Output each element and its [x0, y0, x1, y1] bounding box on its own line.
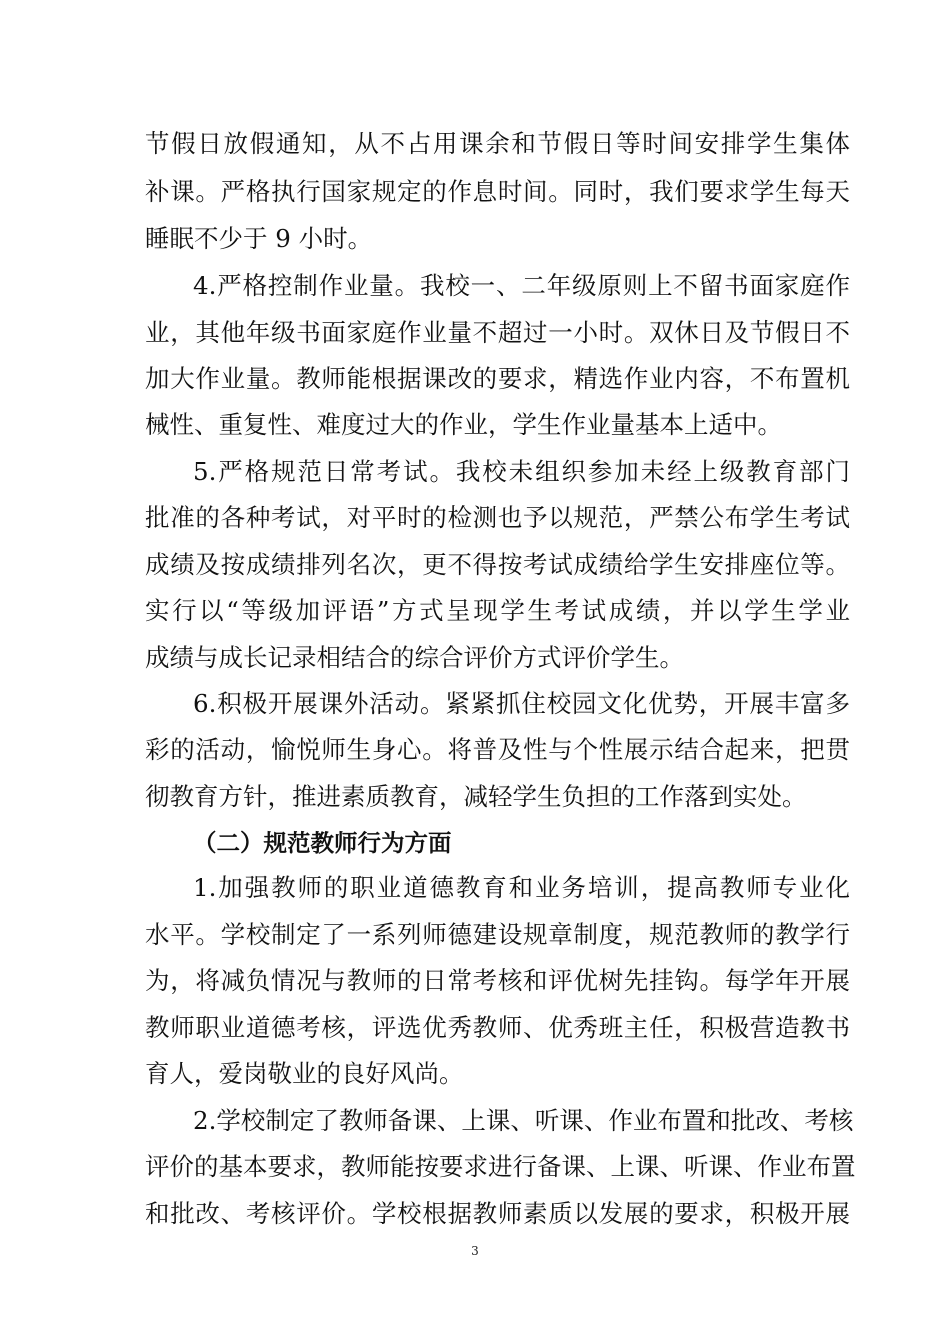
text-line: 补课。严格执行国家规定的作息时间。同时，我们要求学生每天	[145, 177, 850, 206]
text-line: 和批改、考核评价。学校根据教师素质以发展的要求，积极开展	[145, 1199, 850, 1228]
text-line: 育人，爱岗敬业的良好风尚。	[145, 1059, 464, 1088]
text-line: 彻教育方针，推进素质教育，减轻学生负担的工作落到实处。	[145, 782, 807, 811]
text-line: 节假日放假通知，从不占用课余和节假日等时间安排学生集体	[145, 129, 850, 158]
text-line: 成绩与成长记录相结合的综合评价方式评价学生。	[145, 643, 684, 672]
page-number: 3	[471, 1244, 479, 1258]
paragraph-5-first-line: 5.严格规范日常考试。我校未组织参加未经上级教育部门	[193, 457, 850, 486]
paragraph-2-first-line: 2.学校制定了教师备课、上课、听课、作业布置和批改、考核	[193, 1106, 854, 1135]
section-heading: （二）规范教师行为方面	[193, 829, 452, 857]
text-line: 批准的各种考试，对平时的检测也予以规范，严禁公布学生考试	[145, 503, 850, 532]
text-line: 彩的活动，愉悦师生身心。将普及性与个性展示结合起来，把贯	[145, 735, 850, 764]
text-line: 械性、重复性、难度过大的作业，学生作业量基本上适中。	[145, 410, 782, 439]
paragraph-4-first-line: 4.严格控制作业量。我校一、二年级原则上不留书面家庭作	[193, 271, 850, 300]
paragraph-6-first-line: 6.积极开展课外活动。紧紧抓住校园文化优势，开展丰富多	[193, 689, 850, 718]
text-line: 睡眠不少于 9 小时。	[145, 224, 373, 253]
text-line: 业，其他年级书面家庭作业量不超过一小时。双休日及节假日不	[145, 318, 850, 347]
text-line: 加大作业量。教师能根据课改的要求，精选作业内容，不布置机	[145, 364, 850, 393]
text-line: 为，将减负情况与教师的日常考核和评优树先挂钩。每学年开展	[145, 966, 850, 995]
text-line: 水平。学校制定了一系列师德建设规章制度，规范教师的教学行	[145, 920, 850, 949]
paragraph-1-first-line: 1.加强教师的职业道德教育和业务培训，提高教师专业化	[193, 873, 850, 902]
text-line: 评价的基本要求，教师能按要求进行备课、上课、听课、作业布置	[145, 1152, 856, 1181]
text-line: 实行以“等级加评语”方式呈现学生考试成绩，并以学生学业	[145, 596, 850, 625]
text-line: 成绩及按成绩排列名次，更不得按考试成绩给学生安排座位等。	[145, 550, 850, 579]
text-line: 教师职业道德考核，评选优秀教师、优秀班主任，积极营造教书	[145, 1013, 850, 1042]
